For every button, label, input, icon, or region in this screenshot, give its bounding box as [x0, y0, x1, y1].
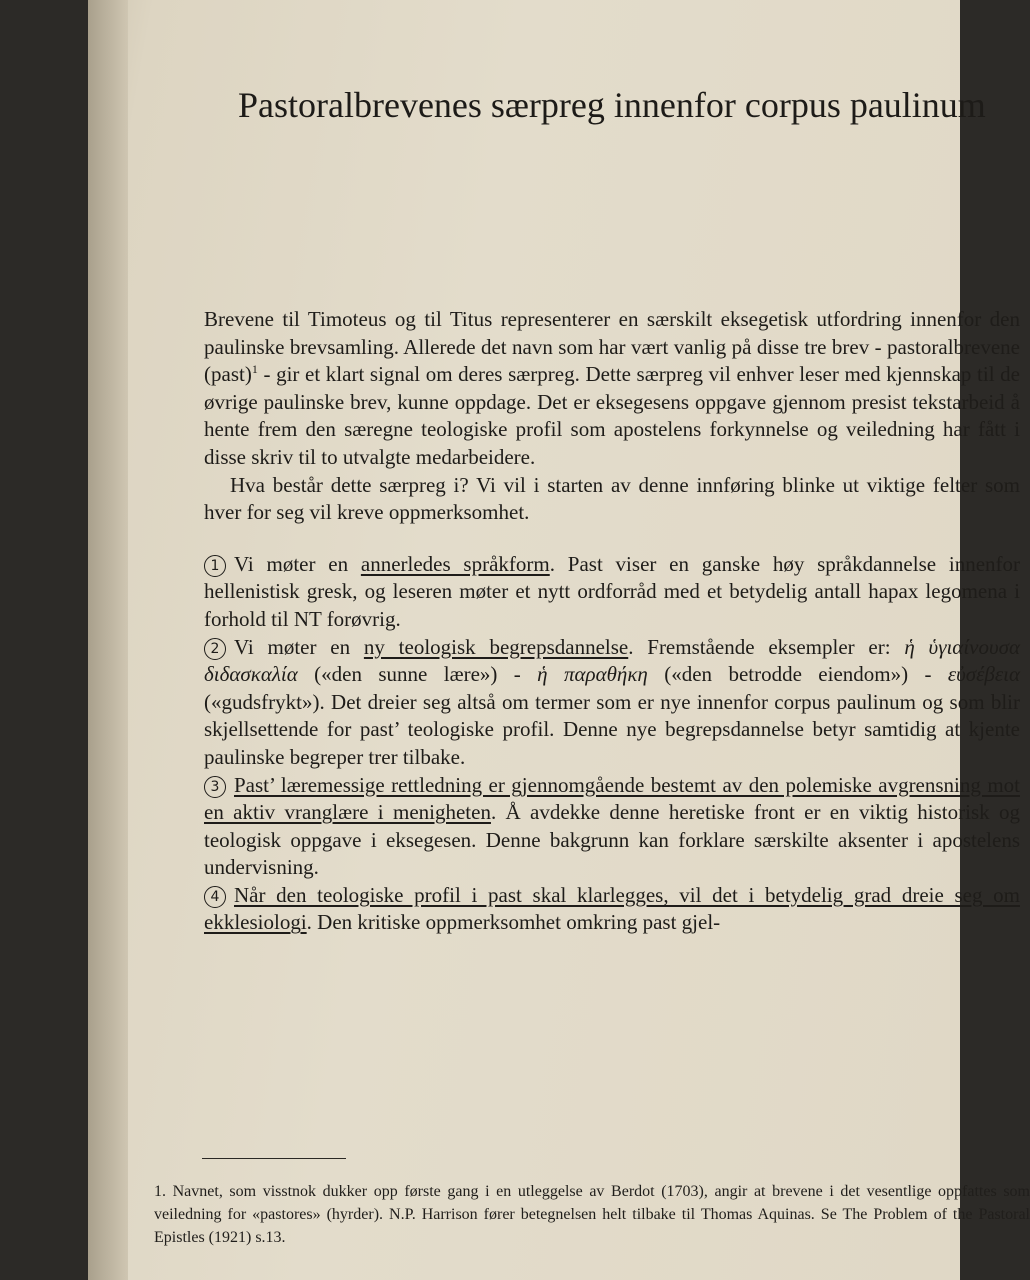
chapter-title: Pastoralbrevenes særpreg innenfor corpus paulinum — [238, 85, 986, 125]
footnote-divider — [202, 1158, 346, 1159]
footnote-reference: 1 — [251, 362, 258, 377]
point-2: 2 Vi møter en ny teologisk begrepsdannelse. Fremstående eksempler er: ἡ ὑγιαίνουσα διδασκαλία («den sunne lære») - ἡ παραθήκη («den betrodde eiendom») - εὐσέβεια («gudsfrykt»). Det dreier seg altså om termer som er nye innenfor corpus paulinum og som blir skjellsettende for past’ teologiske profil. Denne nye begrepsdannelse betyr samtidig at kjente paulinske begreper trer tilbake. — [204, 634, 1021, 769]
intro-paragraph-2: Hva består dette særpreg i? Vi vil i starten av denne innføring blinke ut viktige felter som hver for seg vil kreve oppmerksomhet. — [204, 472, 1020, 525]
underlined-phrase: ny teologisk begrepsdannelse — [363, 634, 629, 659]
underlined-phrase: Past’ læremessige rettledning er gjennomgående bestemt av den polemiske avgrensning mot en aktiv vranglære i menigheten — [204, 772, 1020, 825]
point-1: 1 Vi møter en annerledes språkform. Past viser en ganske høy språkdannelse innenfor hellenistisk gresk, og leseren møter et nytt ordforråd med et betydelig antall hapax legomena i forhold til NT forøvrig. — [204, 551, 1020, 631]
book-page — [88, 0, 1030, 1280]
page-gutter-shadow — [88, 0, 128, 1280]
underlined-phrase: Når den teologiske profil i past skal klarlegges, vil det i betydelig grad dreie seg om ekklesiologi — [204, 882, 1020, 935]
intro-paragraph-1: Brevene til Timoteus og til Titus representerer en særskilt eksegetisk utfordring innenfor den paulinske brevsamling. Allerede det navn som har vært vanlig på disse tre brev - pastoralbrevene (past)$^1$ - gir et klart signal om deres særpreg. Dette særpreg vil enhver leser med kjennskap til de øvrige paulinske brev, kunne oppdage. Det er eksegesens oppgave gjennom presist tekstarbeid å hente frem den særegne teologiske profil som apostelens forkynnelse og veiledning har fått i disse skriv til to utvalgte medarbeidere. — [204, 307, 1020, 469]
greek-term: ἡ ὑγιαίνουσα διδασκαλία — [204, 634, 1021, 687]
point-3: 3 Past’ læremessige rettledning er gjennomgående bestemt av den polemiske avgrensning mot en aktiv vranglære i menigheten. Å avdekke denne heretiske front er en viktig historisk og teologisk oppgave i eksegesen. Denne bakgrunn kan forklare særskilte aksenter i apostelens undervisning. — [204, 772, 1020, 880]
greek-term: εὐσέβεια — [947, 662, 1020, 687]
circled-number-3: 3 — [204, 776, 226, 798]
body-text — [204, 306, 1020, 937]
point-4: 4 Når den teologiske profil i past skal klarlegges, vil det i betydelig grad dreie seg om ekklesiologi. Den kritiske oppmerksomhet omkring past gjel- — [204, 882, 1020, 935]
greek-term: ἡ παραθήκη — [537, 662, 648, 687]
circled-number-4: 4 — [204, 886, 226, 908]
circled-number-2: 2 — [204, 638, 226, 660]
circled-number-1: 1 — [204, 555, 226, 577]
footnote: 1. Navnet, som visstnok dukker opp første gang i en utleggelse av Berdot (1703), angir at brevene i det vesentlige oppfattes som veiledning for «pastores» (hyrder). N.P. Harrison fører betegnelsen helt tilbake til Thomas Aquinas. Se The Problem of the Pastoral Epistles (1921) s.13. — [154, 1183, 1030, 1246]
underlined-phrase: annerledes språkform — [360, 551, 550, 576]
